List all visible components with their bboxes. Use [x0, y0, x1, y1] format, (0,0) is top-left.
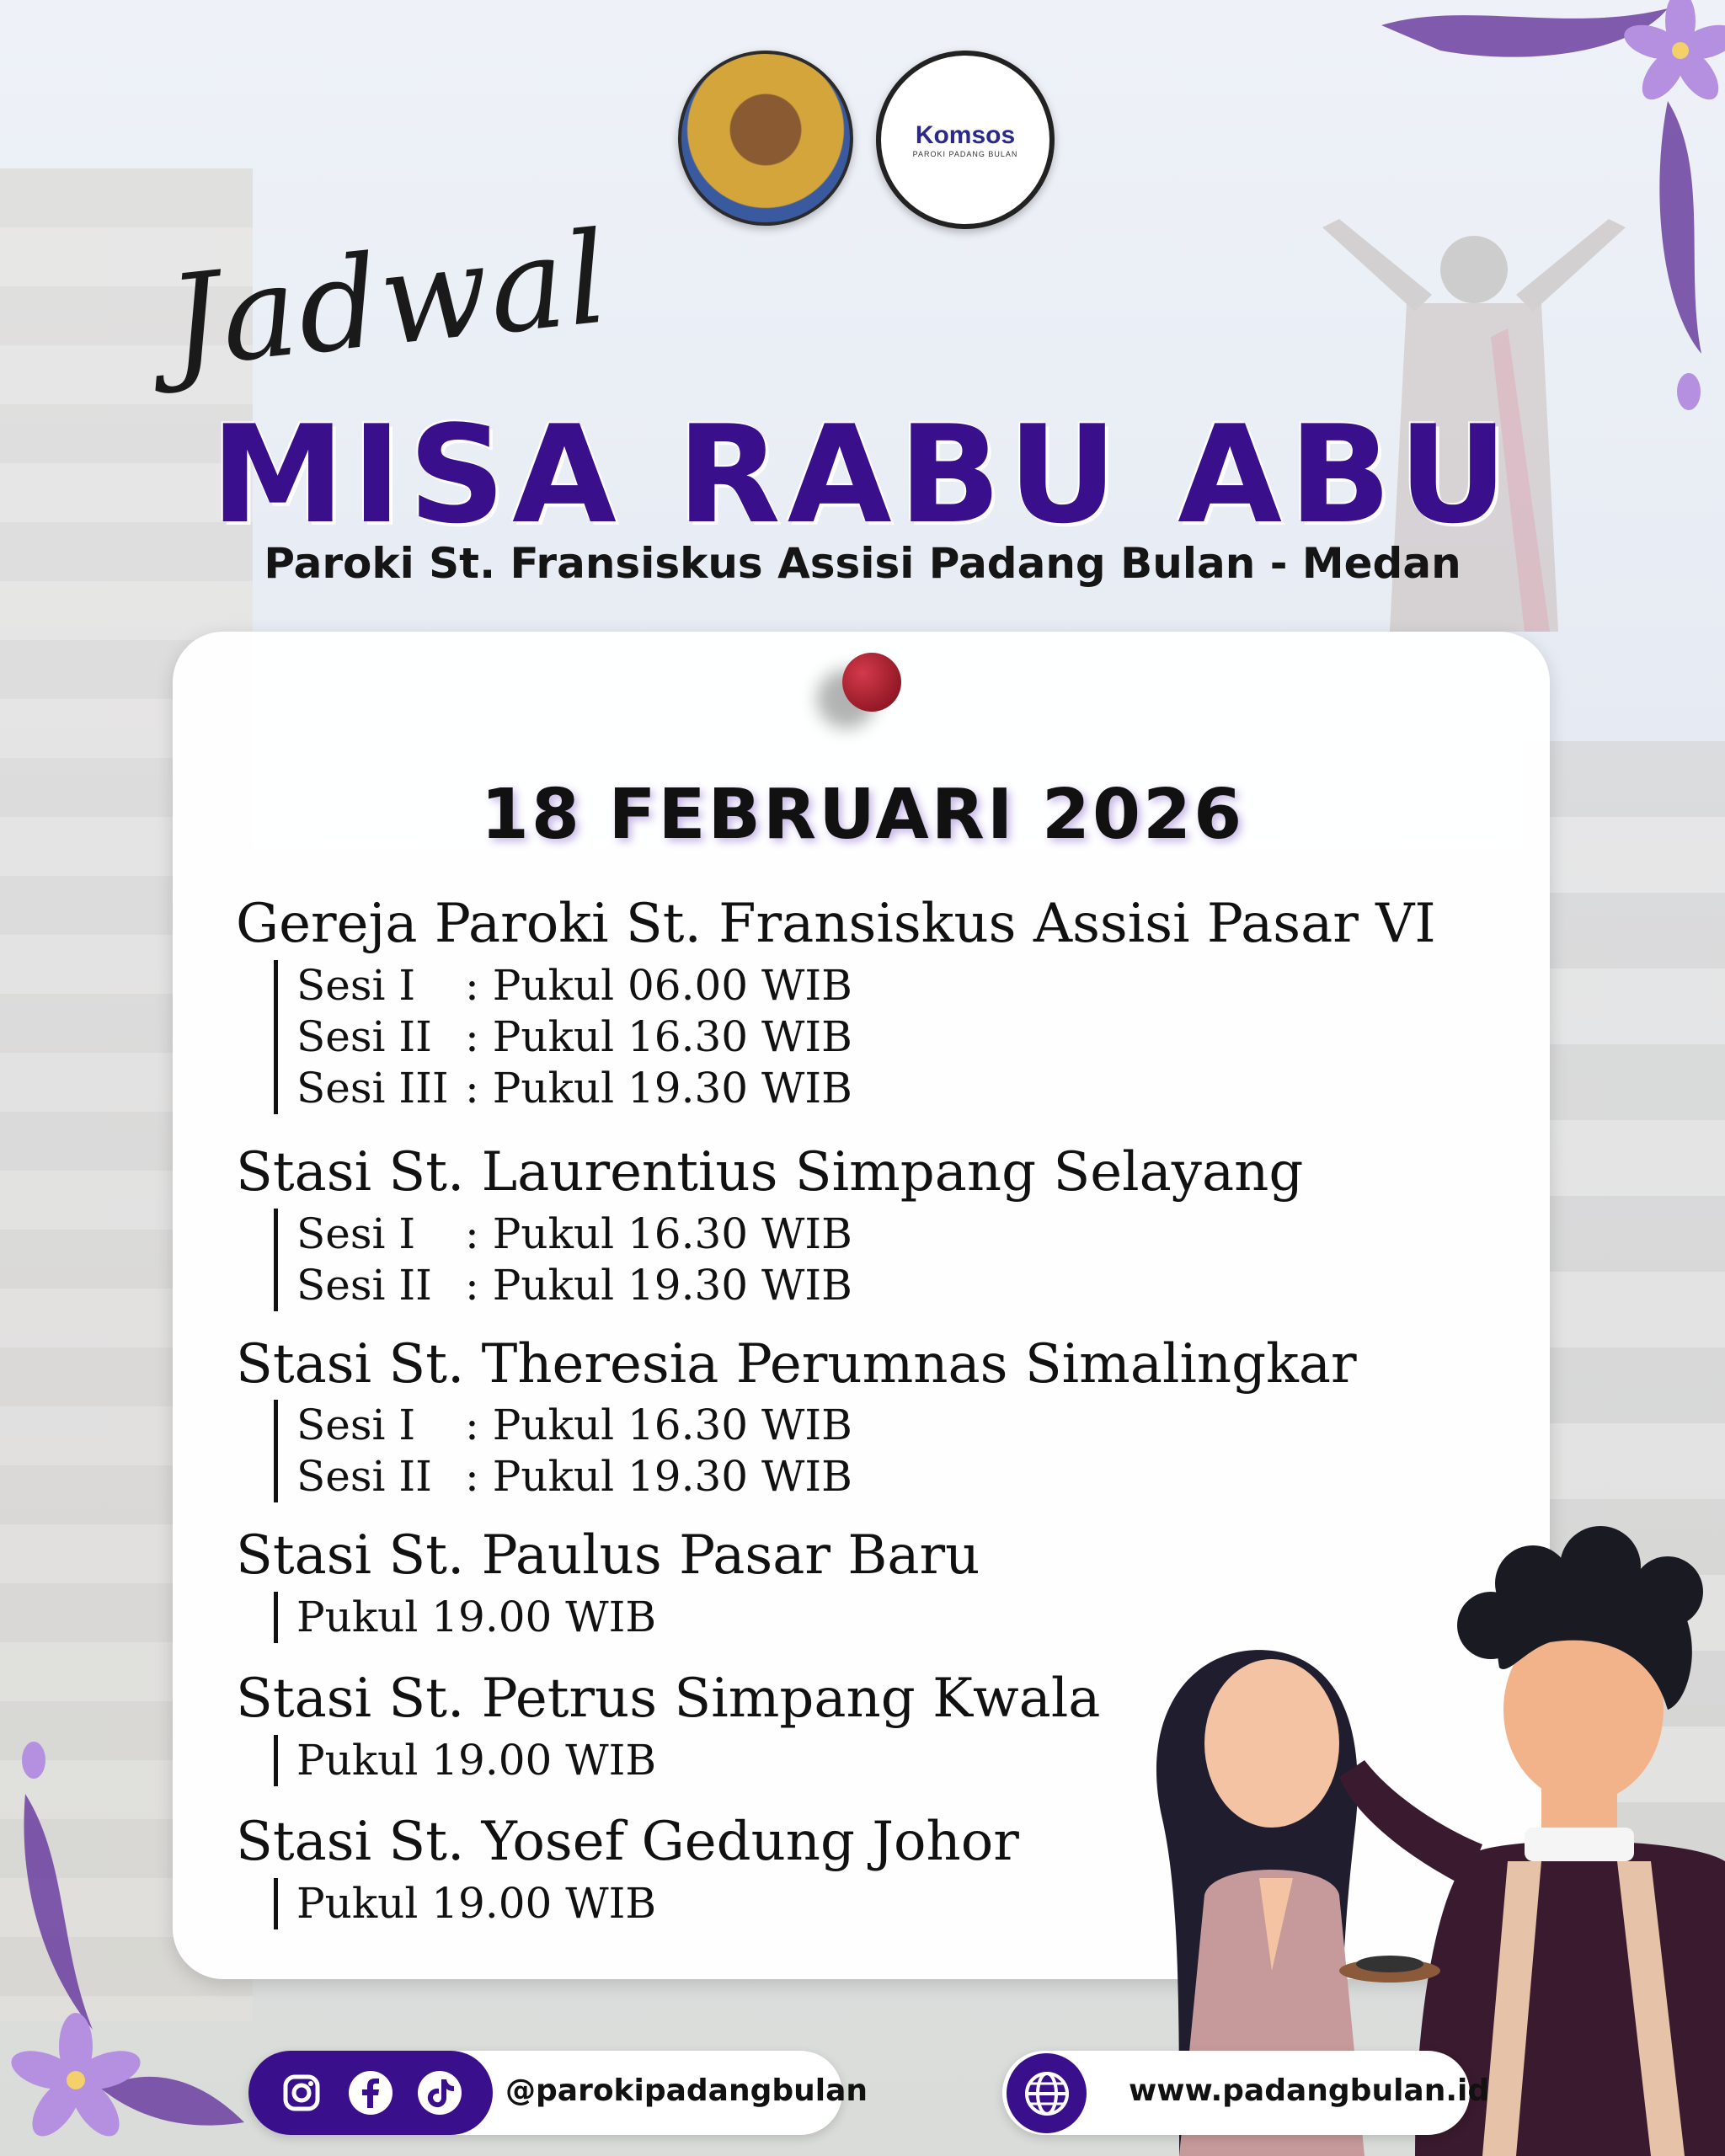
session-list: [274, 1592, 656, 1643]
session-row: [296, 1400, 852, 1451]
session-time: Pukul 19.00 WIB: [296, 1736, 657, 1785]
facebook-icon[interactable]: [337, 2059, 404, 2127]
session-label: Sesi I: [296, 961, 416, 1010]
location-name: Stasi St. Theresia Perumnas Simalingkar: [236, 1333, 1357, 1396]
komsos-logo: [876, 51, 1055, 229]
flower-top-right: [1314, 0, 1725, 421]
event-date: 18 FEBRUARI 2026: [480, 775, 1245, 855]
session-time: Pukul 19.00 WIB: [296, 1593, 657, 1641]
session-time: : Pukul 06.00 WIB: [465, 961, 852, 1010]
komsos-logo-text: Komsos: [915, 121, 1016, 149]
session-row: [296, 960, 852, 1011]
instagram-icon[interactable]: [268, 2059, 335, 2127]
session-label: Sesi I: [296, 1401, 416, 1449]
page-title: MISA RABU ABU: [211, 396, 1514, 553]
website-link[interactable]: www.padangbulan.id: [1129, 2073, 1490, 2108]
session-time: : Pukul 16.30 WIB: [465, 1012, 852, 1061]
script-title: Jadwal: [162, 205, 617, 397]
page-subtitle: Paroki St. Fransiskus Assisi Padang Bulan - Medan: [264, 539, 1461, 588]
session-list: [274, 960, 852, 1114]
globe-icon[interactable]: [1007, 2053, 1087, 2133]
social-handle[interactable]: @parokipadangbulan: [505, 2073, 868, 2108]
session-label: Sesi I: [296, 1209, 416, 1258]
tiktok-icon[interactable]: [406, 2059, 473, 2127]
location-name: Gereja Paroki St. Fransiskus Assisi Pasar VI: [236, 893, 1436, 955]
session-list: [274, 1209, 852, 1311]
session-label: Sesi II: [296, 1452, 432, 1501]
location-name: Stasi St. Yosef Gedung Johor: [236, 1811, 1019, 1873]
session-label: Sesi II: [296, 1012, 432, 1061]
session-row: [296, 1451, 852, 1502]
session-time: : Pukul 16.30 WIB: [465, 1209, 852, 1258]
location-name: Stasi St. Petrus Simpang Kwala: [236, 1668, 1101, 1730]
session-row: [296, 1260, 852, 1311]
location-name: Stasi St. Paulus Pasar Baru: [236, 1524, 980, 1587]
session-time: Pukul 19.00 WIB: [296, 1879, 657, 1928]
session-time: : Pukul 19.30 WIB: [465, 1064, 852, 1113]
session-time: : Pukul 19.30 WIB: [465, 1452, 852, 1501]
session-list: [274, 1878, 656, 1929]
location-name: Stasi St. Laurentius Simpang Selayang: [236, 1141, 1304, 1203]
session-label: Sesi II: [296, 1261, 432, 1310]
session-row: [296, 1011, 852, 1063]
session-row: [296, 1063, 852, 1114]
session-list: [274, 1400, 852, 1502]
komsos-logo-subtext: PAROKI PADANG BULAN: [912, 150, 1018, 158]
session-list: [274, 1735, 656, 1786]
push-pin-icon: [842, 653, 901, 712]
session-time: : Pukul 16.30 WIB: [465, 1401, 852, 1449]
session-label: Sesi III: [296, 1064, 449, 1113]
session-row: [296, 1209, 852, 1260]
saint-francis-logo: [678, 51, 853, 226]
session-time: : Pukul 19.30 WIB: [465, 1261, 852, 1310]
